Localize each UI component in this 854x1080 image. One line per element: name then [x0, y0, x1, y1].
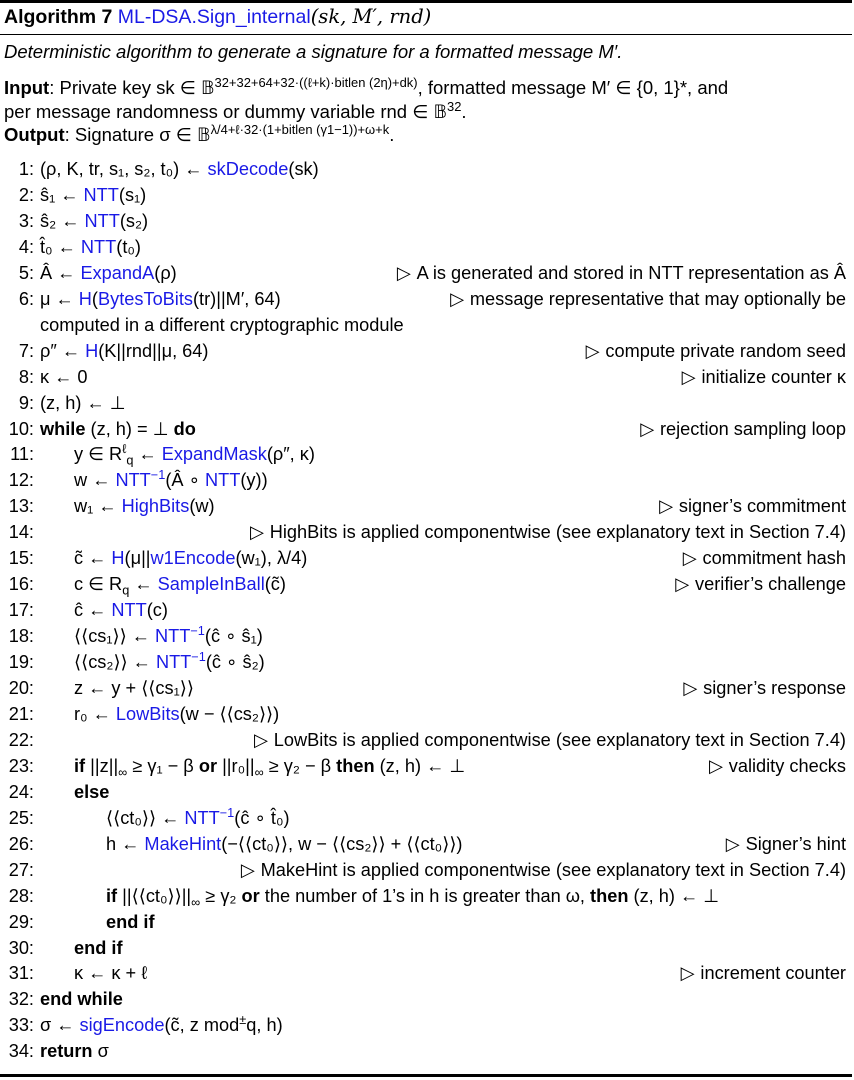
statement-text: ⟨⟨cs₁⟩⟩ ←	[74, 626, 156, 647]
statement-text: ∞	[191, 894, 201, 910]
function-call: NTT	[80, 236, 117, 257]
statement-text: c̃ ←	[74, 548, 112, 569]
algorithm-statement	[74, 441, 315, 467]
statement-text: (z, h) ← ⊥	[628, 885, 720, 906]
algorithm-line	[0, 390, 852, 416]
line-number: 3:	[18, 210, 34, 231]
comment-text: validity checks	[728, 755, 846, 776]
algorithm-label: Algorithm 7	[4, 6, 113, 28]
comment-text: computed in a different cryptographic module	[40, 314, 404, 335]
algorithm-comment	[675, 571, 846, 598]
statement-text: (y))	[240, 470, 268, 491]
statement-text: ⟨⟨ct₀⟩⟩ ←	[106, 807, 185, 828]
statement-text: (z, h) ← ⊥	[374, 755, 466, 776]
line-number: 9:	[18, 392, 34, 413]
algorithm-line	[0, 156, 852, 182]
output-label: Output	[4, 124, 65, 145]
input-text-cont: , formatted message M′ ∈ {0, 1}*, and	[417, 77, 729, 98]
comment-text: LowBits is applied componentwise (see explanatory text in Section 7.4)	[273, 729, 846, 750]
algorithm-line	[0, 286, 852, 312]
function-call: H	[111, 548, 125, 569]
comment-triangle-icon: ▷	[249, 522, 270, 544]
algorithm-comment	[397, 260, 846, 287]
statement-text: (−⟨⟨ct₀⟩⟩, w − ⟨⟨cs₂⟩⟩ + ⟨⟨ct₀⟩⟩)	[221, 833, 463, 854]
function-call: NTT	[84, 210, 120, 231]
comment-triangle-icon: ▷	[683, 678, 704, 699]
statement-text: h ←	[106, 833, 145, 854]
algorithm-statement	[74, 597, 168, 623]
algorithm-statement	[74, 753, 465, 779]
function-call: NTT	[111, 600, 147, 621]
keyword: then	[590, 885, 629, 906]
statement-text: (	[91, 288, 98, 309]
statement-text: (ρ″, κ)	[266, 444, 315, 465]
algorithm-statement	[40, 286, 281, 312]
algorithm-line	[0, 831, 852, 857]
algorithm-comment	[586, 338, 846, 365]
algorithm-statement	[40, 260, 177, 286]
statement-text: ∞	[118, 764, 128, 780]
algorithm-statement	[74, 960, 147, 986]
statement-text: κ ← κ + ℓ	[74, 963, 148, 984]
line-number: 5:	[18, 262, 34, 283]
algorithm-line	[0, 909, 852, 935]
line-number: 2:	[18, 184, 34, 205]
statement-text: ←	[133, 444, 162, 465]
algorithm-statement	[40, 208, 148, 234]
statement-text: ≥ γ₂	[200, 885, 242, 906]
line-number: 28:	[8, 885, 34, 906]
function-name: ML-DSA.Sign_internal	[117, 6, 311, 28]
statement-text: z ← y + ⟨⟨cs₁⟩⟩	[74, 678, 194, 698]
comment-triangle-icon: ▷	[450, 288, 470, 310]
header-rule	[0, 34, 852, 35]
statement-text: r₀ ←	[74, 703, 116, 724]
algorithm-line	[0, 779, 852, 805]
algorithm-statement	[74, 545, 307, 571]
statement-text: ∞	[254, 764, 264, 780]
algorithm-statement	[74, 623, 263, 649]
algorithm-line	[0, 364, 852, 390]
statement-text: y ∈ R	[74, 444, 123, 465]
line-number: 13:	[8, 496, 34, 517]
function-call: NTT	[155, 626, 191, 647]
algorithm-statement	[106, 805, 290, 831]
algorithm-description: Deterministic algorithm to generate a signature for a formatted message M′.	[4, 41, 623, 62]
algorithm-comment	[640, 416, 846, 443]
algorithm-statement	[40, 182, 146, 208]
comment-text: A is generated and stored in NTT representation as Â	[416, 262, 846, 283]
comment-text: signer’s commitment	[678, 496, 846, 517]
input-text-2: per message randomness or dummy variable rnd ∈ 𝔹	[4, 101, 447, 122]
line-number: 1:	[18, 159, 34, 179]
algorithm-statement	[74, 935, 123, 961]
statement-text: (K||rnd||μ, 64)	[98, 340, 209, 361]
statement-text: q, h)	[246, 1015, 283, 1036]
keyword: if	[106, 885, 118, 906]
comment-triangle-icon: ▷	[682, 548, 703, 570]
statement-text: (w₁), λ/4)	[235, 548, 308, 569]
line-number: 7:	[18, 340, 34, 361]
algorithm-line	[0, 986, 852, 1012]
algorithm-comment	[250, 519, 846, 546]
keyword: or	[241, 885, 260, 906]
comment-text: Signer’s hint	[745, 833, 846, 854]
algorithm-line	[0, 441, 852, 467]
algorithm-statement	[40, 338, 208, 364]
statement-text: the number of 1’s in h is greater than ω,	[259, 885, 591, 906]
algorithm-statement	[40, 416, 196, 442]
algorithm-line	[0, 727, 852, 753]
function-call: NTT	[155, 652, 192, 673]
comment-text: initialize counter κ	[701, 366, 846, 387]
statement-text: (Â ∘	[165, 470, 206, 491]
function-call: NTT	[184, 807, 220, 828]
statement-text: (c)	[146, 600, 168, 621]
line-number: 19:	[8, 652, 34, 673]
algorithm-line	[0, 182, 852, 208]
function-call: HighBits	[121, 496, 190, 517]
algorithm-line	[0, 960, 852, 986]
statement-text: (w)	[189, 496, 215, 517]
comment-text: signer’s response	[703, 678, 846, 698]
statement-text: (z, h) = ⊥	[85, 418, 174, 439]
algorithm-statement	[74, 467, 268, 493]
algorithm-comment	[709, 753, 846, 780]
line-number: 12:	[8, 470, 34, 491]
function-call: −1	[191, 648, 206, 664]
algorithm-statement	[74, 701, 279, 727]
statement-text: ⟨⟨cs₂⟩⟩ ←	[74, 652, 156, 673]
statement-text: (t₀)	[116, 236, 141, 257]
algorithm-statement	[40, 1038, 109, 1064]
function-call: skDecode	[207, 159, 289, 179]
line-number: 26:	[8, 833, 34, 854]
comment-text: message representative that may optionally be	[469, 288, 846, 309]
statement-text: (w − ⟨⟨cs₂⟩⟩)	[179, 703, 280, 724]
algorithm-line	[0, 597, 852, 623]
statement-text: σ	[92, 1041, 109, 1062]
line-number: 18:	[8, 626, 34, 647]
line-number: 31:	[8, 963, 34, 984]
input-label: Input	[4, 77, 50, 98]
comment-triangle-icon: ▷	[681, 366, 702, 388]
line-number: 10:	[8, 418, 34, 439]
comment-triangle-icon: ▷	[585, 340, 606, 362]
function-call: sigEncode	[79, 1015, 165, 1036]
statement-text: w ←	[74, 470, 116, 491]
line-number: 15:	[8, 548, 34, 569]
statement-text: σ ←	[40, 1015, 80, 1036]
statement-text: (s₁)	[118, 184, 147, 205]
algorithm-statement	[40, 390, 126, 416]
input-exponent-2: 32	[447, 98, 462, 114]
line-number: 16:	[8, 574, 34, 595]
function-call: −1	[150, 467, 166, 483]
statement-text: (ρ)	[154, 262, 177, 283]
algorithm-statement	[74, 675, 194, 701]
statement-text: q	[126, 453, 134, 469]
algorithm-line	[0, 467, 852, 493]
statement-text: Â ←	[40, 262, 81, 283]
line-number: 17:	[8, 600, 34, 621]
algorithm-comment	[40, 312, 404, 338]
comment-triangle-icon: ▷	[725, 833, 746, 855]
output-exponent: λ/4+ℓ·32·(1+bitlen (γ1−1))+ω+k	[210, 121, 390, 137]
comment-triangle-icon: ▷	[640, 418, 660, 440]
statement-text: ←	[129, 574, 158, 595]
input-exponent: 32+32+64+32·((ℓ+k)·bitlen (2η)+dk)	[214, 74, 418, 90]
input-line-2	[4, 100, 467, 124]
output-line	[4, 123, 394, 147]
statement-text: (c̃)	[264, 574, 286, 595]
statement-text: ℓ	[122, 441, 127, 457]
algorithm-line	[0, 675, 852, 701]
algorithm-line	[0, 935, 852, 961]
comment-text: HighBits is applied componentwise (see explanatory text in Section 7.4)	[269, 522, 846, 543]
function-call: H	[78, 288, 92, 309]
algorithm-line	[0, 312, 852, 338]
algorithm-statement	[40, 234, 141, 260]
line-number: 6:	[18, 288, 34, 309]
statement-text: (ĉ ∘ ŝ₁)	[204, 626, 263, 647]
keyword: end while	[40, 989, 123, 1010]
function-call: ExpandA	[80, 262, 155, 283]
algorithm-statement	[106, 883, 719, 909]
statement-text: ||r₀||	[217, 755, 255, 776]
algorithm-comment	[681, 960, 846, 987]
statement-text: ŝ₂ ←	[40, 210, 85, 231]
statement-text: (z, h) ← ⊥	[40, 392, 126, 413]
function-call: MakeHint	[144, 833, 222, 854]
algorithm-header	[4, 2, 431, 32]
input-text-2-end: .	[461, 101, 467, 122]
algorithm-line	[0, 623, 852, 649]
algorithm-line	[0, 519, 852, 545]
line-number: 23:	[8, 755, 34, 776]
line-number: 24:	[8, 781, 34, 802]
comment-text: rejection sampling loop	[659, 418, 846, 439]
algorithm-line	[0, 571, 852, 597]
statement-text: μ ←	[40, 288, 79, 309]
algorithm-comment	[241, 857, 846, 884]
comment-text: MakeHint is applied componentwise (see explanatory text in Section 7.4)	[260, 859, 846, 880]
function-call: −1	[190, 623, 205, 639]
algorithm-line	[0, 234, 852, 260]
algorithm-line	[0, 260, 852, 286]
output-text-end: .	[389, 124, 395, 145]
comment-triangle-icon: ▷	[708, 755, 729, 777]
statement-text: t̂₀ ←	[40, 236, 81, 257]
line-number: 22:	[8, 729, 34, 750]
comment-triangle-icon: ▷	[254, 729, 274, 751]
algorithm-comment	[682, 364, 846, 391]
function-call: ExpandMask	[161, 444, 267, 465]
statement-text: (μ||	[124, 548, 151, 569]
comment-triangle-icon: ▷	[396, 262, 417, 284]
algorithm-line	[0, 1012, 852, 1038]
function-call: SampleInBall	[157, 574, 265, 595]
function-call: w1Encode	[150, 548, 236, 569]
statement-text: ≥ γ₂ − β	[263, 755, 337, 776]
algorithm-comment	[450, 286, 846, 313]
algorithm-statement	[106, 831, 462, 857]
statement-text: (tr)||M′, 64)	[193, 288, 281, 309]
output-text: : Signature σ ∈ 𝔹	[64, 124, 211, 145]
comment-triangle-icon: ▷	[680, 963, 701, 985]
function-call: H	[85, 340, 99, 361]
line-number: 34:	[8, 1041, 34, 1062]
function-call: BytesToBits	[97, 288, 193, 309]
algorithm-statement	[40, 986, 123, 1012]
algorithm-line	[0, 208, 852, 234]
comment-text: commitment hash	[702, 548, 846, 569]
statement-text: w₁ ←	[74, 496, 122, 517]
statement-text: ±	[239, 1012, 247, 1028]
bottom-rule	[0, 1074, 852, 1077]
algorithm-comment	[254, 727, 846, 754]
line-number: 32:	[8, 989, 34, 1010]
line-number: 27:	[8, 859, 34, 880]
algorithm-statement	[106, 909, 155, 935]
statement-text: ŝ₁ ←	[40, 184, 84, 205]
input-line-1	[4, 76, 728, 100]
algorithm-comment	[659, 493, 846, 520]
statement-text: c ∈ R	[74, 574, 123, 595]
keyword: do	[173, 418, 196, 439]
function-call: −1	[219, 804, 235, 820]
statement-text: (s₂)	[119, 210, 149, 231]
algorithm-statement	[40, 156, 319, 182]
keyword: or	[198, 755, 218, 776]
comment-text: increment counter	[700, 963, 846, 984]
keyword: while	[40, 418, 86, 439]
line-number: 8:	[18, 366, 34, 387]
algorithm-line	[0, 1038, 852, 1064]
statement-text: q	[122, 582, 130, 598]
keyword: end if	[106, 911, 155, 932]
algorithm-line	[0, 701, 852, 727]
algorithm-statement	[40, 364, 88, 390]
algorithm-line	[0, 883, 852, 909]
algorithm-line	[0, 416, 852, 442]
statement-text: ĉ ←	[74, 600, 112, 621]
comment-text: compute private random seed	[605, 340, 846, 361]
algorithm-comment	[683, 545, 846, 572]
algorithm-comment	[683, 675, 846, 702]
statement-text: (ĉ ∘ t̂₀)	[234, 807, 290, 828]
function-call: LowBits	[115, 703, 180, 724]
statement-text: (sk)	[288, 159, 319, 179]
function-signature: (sk, M′, rnd)	[310, 5, 432, 28]
input-text: : Private key sk ∈ 𝔹	[49, 77, 215, 98]
line-number: 30:	[8, 937, 34, 958]
line-number: 11:	[10, 444, 34, 465]
algorithm-line	[0, 857, 852, 883]
algorithm-line	[0, 805, 852, 831]
algorithm-statement	[74, 779, 109, 805]
function-call: NTT	[115, 470, 151, 491]
keyword: return	[40, 1041, 93, 1062]
statement-text: ρ″ ←	[40, 340, 86, 361]
statement-text: ||z||	[85, 755, 119, 776]
comment-triangle-icon: ▷	[675, 574, 696, 596]
keyword: else	[74, 781, 110, 802]
algorithm-comment	[726, 831, 846, 858]
algorithm-statement	[74, 649, 265, 675]
algorithm-line	[0, 649, 852, 675]
algorithm-line	[0, 545, 852, 571]
statement-text: (ρ, K, tr, s₁, s₂, t₀) ←	[40, 159, 208, 179]
algorithm-statement	[74, 493, 215, 519]
algorithm-line	[0, 338, 852, 364]
algorithm-statement	[74, 571, 286, 597]
line-number: 20:	[8, 678, 34, 698]
line-number: 4:	[18, 236, 34, 257]
line-number: 29:	[8, 911, 34, 932]
comment-triangle-icon: ▷	[240, 859, 261, 881]
function-call: NTT	[205, 470, 241, 491]
line-number: 14:	[8, 522, 34, 543]
statement-text: ||⟨⟨ct₀⟩⟩||	[117, 885, 192, 906]
algorithm-line	[0, 493, 852, 519]
statement-text: ≥ γ₁ − β	[127, 755, 199, 776]
algorithm-statement	[40, 1012, 283, 1038]
function-call: NTT	[83, 184, 119, 205]
statement-text: (c̃, z mod	[164, 1015, 240, 1036]
keyword: if	[74, 755, 86, 776]
line-number: 33:	[8, 1015, 34, 1036]
algorithm-line	[0, 753, 852, 779]
statement-text: (ĉ ∘ ŝ₂)	[205, 652, 265, 673]
line-number: 25:	[8, 807, 34, 828]
comment-triangle-icon: ▷	[659, 496, 679, 518]
keyword: then	[336, 755, 375, 776]
comment-text: verifier’s challenge	[695, 574, 846, 595]
line-number: 21:	[8, 703, 34, 724]
keyword: end if	[74, 937, 123, 958]
statement-text: κ ← 0	[40, 366, 88, 387]
